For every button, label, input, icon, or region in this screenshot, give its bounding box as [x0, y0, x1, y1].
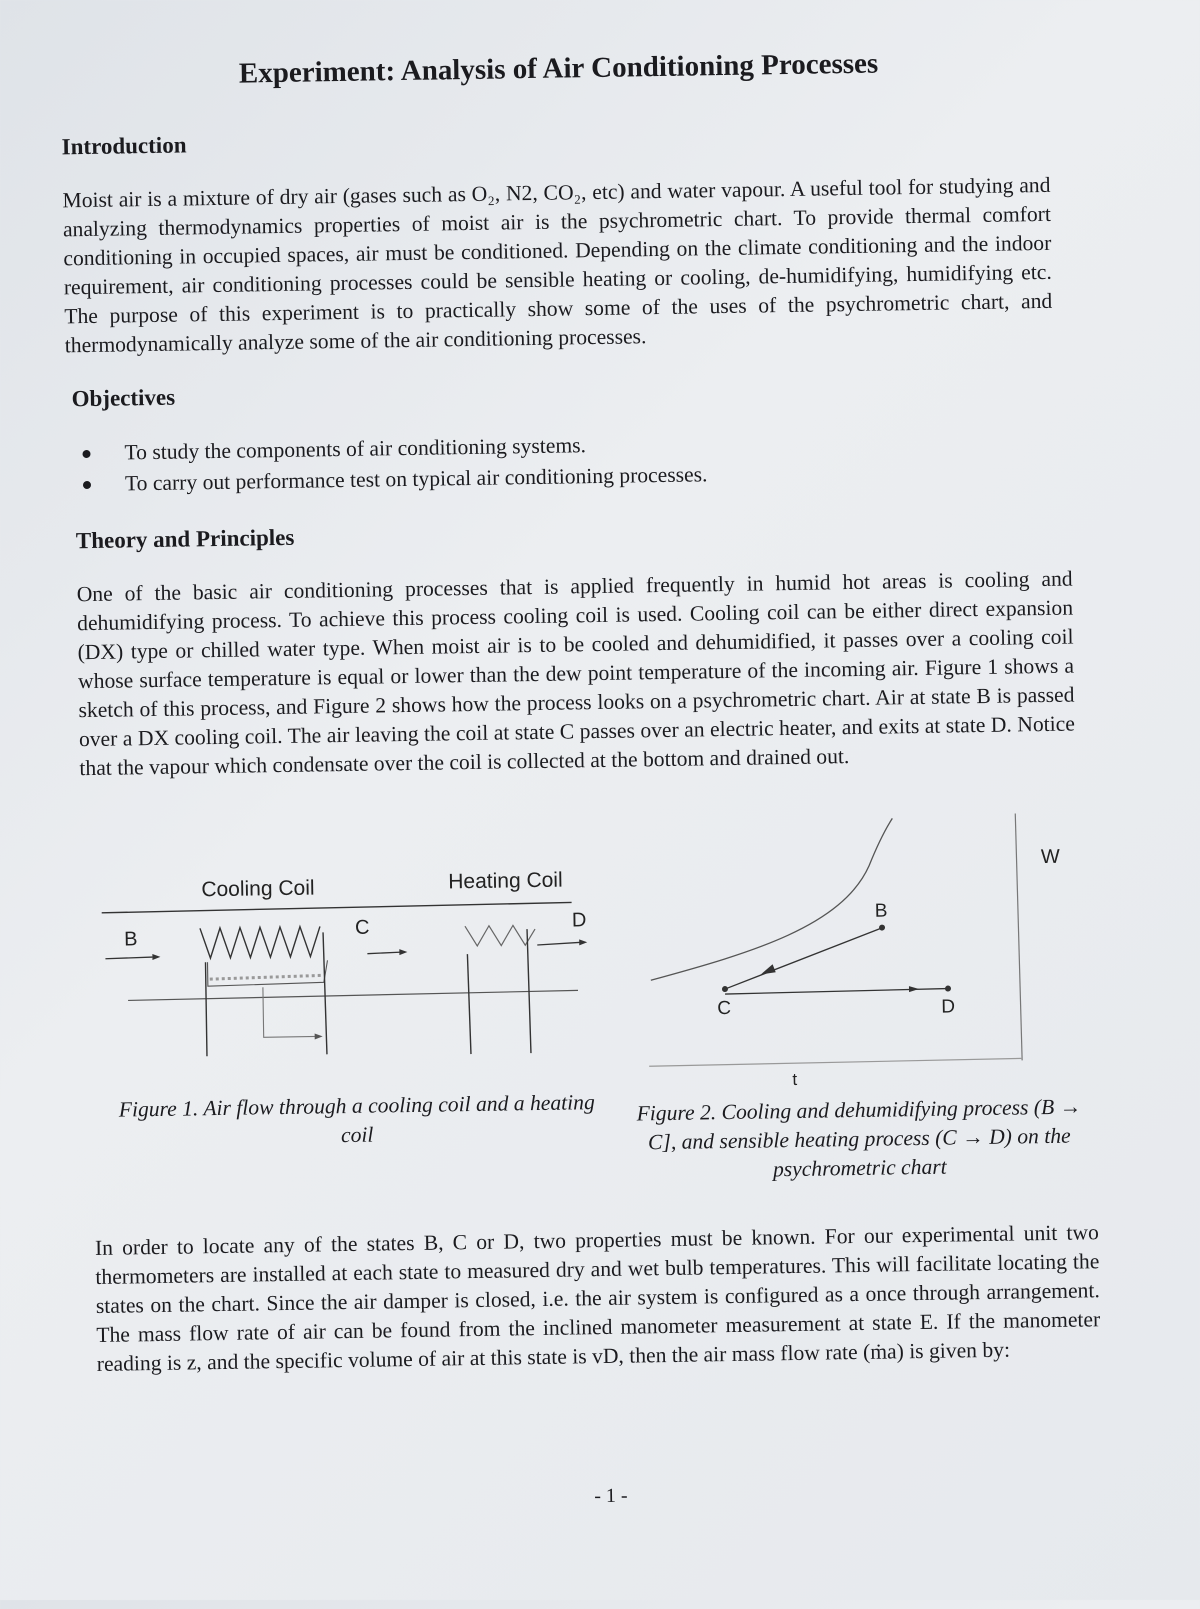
duct-bottom-wall — [128, 990, 578, 1000]
duct-top-wall — [102, 902, 572, 912]
document-title: Experiment: Analysis of Air Conditioning Processes — [238, 47, 879, 90]
objective-item: To carry out performance test on typical air conditioning processes. — [73, 459, 708, 500]
chart-state-b-label: B — [874, 900, 888, 922]
chart-state-c-label: C — [717, 997, 732, 1020]
objective-item: To study the components of air conditioning systems. — [72, 428, 707, 469]
figure-1-caption: Figure 1. Air flow through a cooling coil and a heating coil — [118, 1090, 595, 1148]
state-b-label: B — [123, 928, 138, 951]
figure-1-diagram — [96, 860, 599, 1078]
objectives-heading: Objectives — [71, 384, 176, 412]
state-c-label: C — [354, 916, 370, 939]
introduction-text: Moist air is a mixture of dry air (gases such as O₂, N2, CO₂, etc) and water vapour. A useful tool for studying and analyzing thermodynamics properties of moist air is the psychrometric chart. To provide thermal comfort conditioning in occupied spaces, air must be conditioned. Depending on the climate conditioning and the indoor requirement, air conditioning processes could be sensible heating or cooling, de-humidifying, humidifying etc. The purpose of this experiment is to practically show some of the uses of the psychrometric chart, and thermodynamically analyze some of the air conditioning processes. — [62, 172, 1053, 358]
t-axis-label: t — [792, 1069, 798, 1090]
state-c-point — [722, 986, 728, 992]
introduction-heading: Introduction — [61, 132, 187, 160]
mid-arrow — [367, 949, 407, 956]
outlet-arrow — [537, 939, 587, 946]
process-b-to-c — [724, 929, 881, 989]
theory-paragraph-1: One of the basic air conditioning processes that is applied frequently in humid hot areas is cooling and dehumidifying process. To achieve this process cooling coil is used. Cooling coil can be either direct expansion (DX) type or chilled water type. When moist air is to be cooled and dehumidified, it passes over a cooling coil whose surface temperature is equal or lower than the dew point temperature of the incoming air. Figure 1 shows a sketch of this process, and Figure 2 shows how the process looks on a psychrometric chart. Air at state B is passed over a DX cooling coil. The air leaving the coil at state C passes over an electric heater, and exits at state D. Notice that the vapour which condensate over the coil is collected at the bottom and drained out. — [76, 566, 1076, 781]
chart-bottom-axis — [649, 1058, 1022, 1066]
state-d-point — [945, 986, 951, 992]
heating-coil — [465, 925, 537, 1054]
figure-2-psychrometric-chart — [640, 807, 1104, 1089]
cooling-coil — [200, 926, 329, 1056]
process-c-to-d — [725, 986, 947, 995]
state-d-label: D — [571, 909, 587, 932]
w-axis-label: W — [1040, 845, 1061, 869]
cooling-coil-label: Cooling Coil — [201, 876, 315, 902]
saturation-curve — [648, 818, 894, 980]
heating-coil-label: Heating Coil — [448, 868, 563, 894]
objectives-list — [72, 428, 707, 500]
chart-right-axis — [1015, 813, 1022, 1060]
inlet-arrow — [105, 954, 160, 961]
page-number: - 1 - — [594, 1484, 628, 1508]
theory-heading: Theory and Principles — [75, 524, 295, 554]
state-b-point — [879, 925, 885, 931]
theory-paragraph-2: In order to locate any of the states B, C or D, two properties must be known. For our experimental unit two thermometers are installed at each state to measured dry and wet bulb temperatures. This will facilitate locating the states on the chart. Since the air damper is closed, i.e. the air system is configured as a once through arrangement. The mass flow rate of air can be found from the inclined manometer measurement at state E. If the manometer reading is z, and the specific volume of air at this state is vD, then the air mass flow rate (ṁa) is given by: — [94, 1220, 1101, 1376]
figure-2-caption: Figure 2. Cooling and dehumidifying process (B → C], and sensible heating process (C → D) on the psychrometric chart — [636, 1094, 1082, 1182]
chart-state-d-label: D — [941, 996, 956, 1018]
